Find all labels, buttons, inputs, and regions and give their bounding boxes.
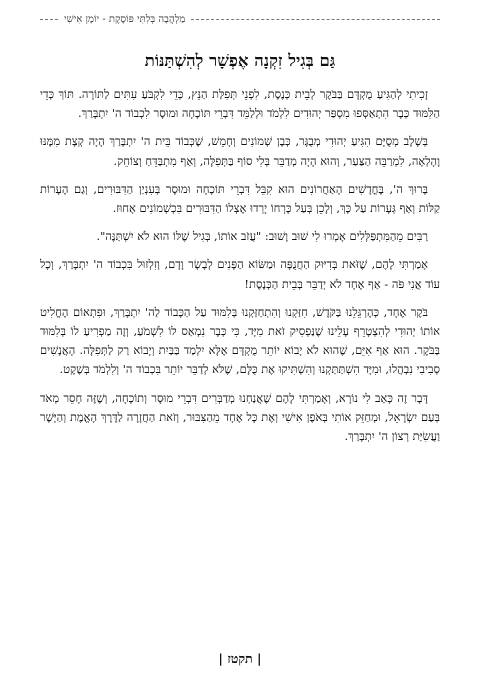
paragraph: דָּבָר זֶה כָּאַב לִי נוֹרָא, וְאָמַרְתִּי לָהֶם שֶׁאֲנַחְנוּ מְדַבְּרִים דִּבְרֵי מוּסָר וְתוֹכָחָה, וְשֶׁזֶּה חָסֵר מְאֹד בְּעַם יִשְׂרָאֵל, וּמְחַזֵּק אוֹתִי בְּאֹפֶן אִישִׁי וְאֶת כָּל אֶחָד מֵהַצִּבּוּר, וְזֹאת הַחֲזָרָה לַדֶּרֶךְ הָאֱמֶת וְהַיָּשָׁר וַעֲשִׂיַּת רְצוֹן ה' יִתְבָּרַךְ. [40, 390, 440, 444]
paragraph: בֹּקֶר אֶחָד, כְּהֶרְגֵּלֵנוּ בַּקֹּדֶשׁ, חִזַּקְנוּ וְהִתְחַזַּקְנוּ בְּלִמּוּד עַל הַכָּבוֹד לַה' יִתְבָּרַךְ, וּפִתְאוֹם הֶחֱלִיט אוֹתוֹ יְהוּדִי לְהִצְטָרֵף עָלֵינוּ שֶׁנַּפְסִיק זֹאת מִיָּד, כִּי כְּבָר נִמְאַס לוֹ לִשְׁמֹעַ, וְזֶה מַפְרִיעַ לוֹ בְּלִמּוּד בַּבֹּקֶר. הוּא אַף אִיֵּם, שֶׁהוּא לֹא יָבוֹא יוֹתֵר מֻקְדָּם אֶלָּא יִלְמַד בַּבַּיִת וְיָבוֹא רַק לַתְּפִלָּה. הָאֲנָשִׁים סְבִיבִי נִבְהֲלוּ, וּמִיָּד הִשְׁתַּתַּקְנוּ וְהִשְׁתִּיקוּ אֶת כֻּלָּם, שֶׁלֹּא לְדַבֵּר יוֹתֵר בִּכְבוֹד ה' וְלִלְמֹד בְּשֶׁקֶט. [40, 304, 440, 377]
chapter-title: גַּם בְּגִיל זִקְנָה אֶפְשָׁר לְהִשְׁתַּנּוֹת [144, 51, 336, 70]
page-number: | תקטז | [218, 651, 262, 666]
header-rule-right [191, 19, 440, 20]
running-header-text: מַלְהֲבָה בְּלִתִּי פּוֹסֶקֶת - יוֹמָן אִישִׁי [64, 14, 186, 25]
paragraph: בְּשָׁלָב מְסֻיָּם הִגִּיעַ יְהוּדִי מְבֻגָּר, כְּבֶן שְׁמוֹנִים וְחָמֵשׁ, שֶׁכְּבוֹד בֵּית ה' יִתְבָּרַךְ הָיָה קְצָת מִמֶּנּוּ וָהָלְאָה, לִמְרַבֵּה הַצַּעַר, וְהוּא הָיָה מְדַבֵּר בְּלִי סוֹף בַּתְּפִלָּה, וְאַף מִתְבַּדֵּחַ וְצוֹחֵק. [40, 134, 440, 168]
running-header [40, 14, 440, 25]
body-text [40, 85, 440, 446]
paragraph: אָמַרְתִּי לָהֶם, שֶׁזֹּאת בְּדִיּוּק הַחֲנֻפָּה וּמַשּׂוֹא הַפָּנִים לְבָשָׂר וָדָם, וְזִלְזוּל בִּכְבוֹד ה' יִתְבָּרַךְ, וְכָל עוֹד אֲנִי פֹּה - אַף אֶחָד לֹא יְדַבֵּר בְּבֵית הַכְּנֶסֶת! [40, 257, 440, 291]
header-rule-left [40, 19, 58, 20]
paragraph: בָּרוּךְ ה', בֶּחֳדָשִׁים הָאַחֲרוֹנִים הוּא קִבֵּל דִּבְרֵי תּוֹכָחָה וּמוּסָר בְּעִנְיַן הַדִּבּוּרִים, וְגַם הֶעָרוֹת קַלּוֹת וְאַף גְּעָרוֹת עַל כָּךְ, וְלָכֵן בְּעַל כָּרְחוֹ יָרְדוּ אֶצְלוֹ הַדִּבּוּרִים בִּכְשְׁמוֹנִים אָחוּז. [40, 181, 440, 216]
paragraph: רַבִּים מֵהַמִּתְפַּלְּלִים אָמְרוּ לִי שׁוּב וָשׁוּב: "עֲזֹב אוֹתוֹ, בְּגִיל שֶׁלּוֹ הוּא לֹא יִשְׁתַּנֶּה". [96, 229, 428, 244]
paragraph: זָכִיתִי לְהַגִּיעַ מֻקְדָּם בַּבֹּקֶר לְבֵית כְּנֶסֶת, לִפְנֵי תְּפִלַּת הַנֵּץ, כְּדֵי לִקְבֹּעַ עִתִּים לַתּוֹרָה. תּוֹךְ כְּדֵי הַלִּמּוּד כְּבָר הִתְאַסְּפוּ מִסְפַּר יְהוּדִים לִלְמֹד וּלְלַמֵּד דִּבְרֵי תּוֹכָחָה וּמוּסָר לִכְבוֹד ה' יִתְבָּרַךְ. [40, 87, 440, 121]
